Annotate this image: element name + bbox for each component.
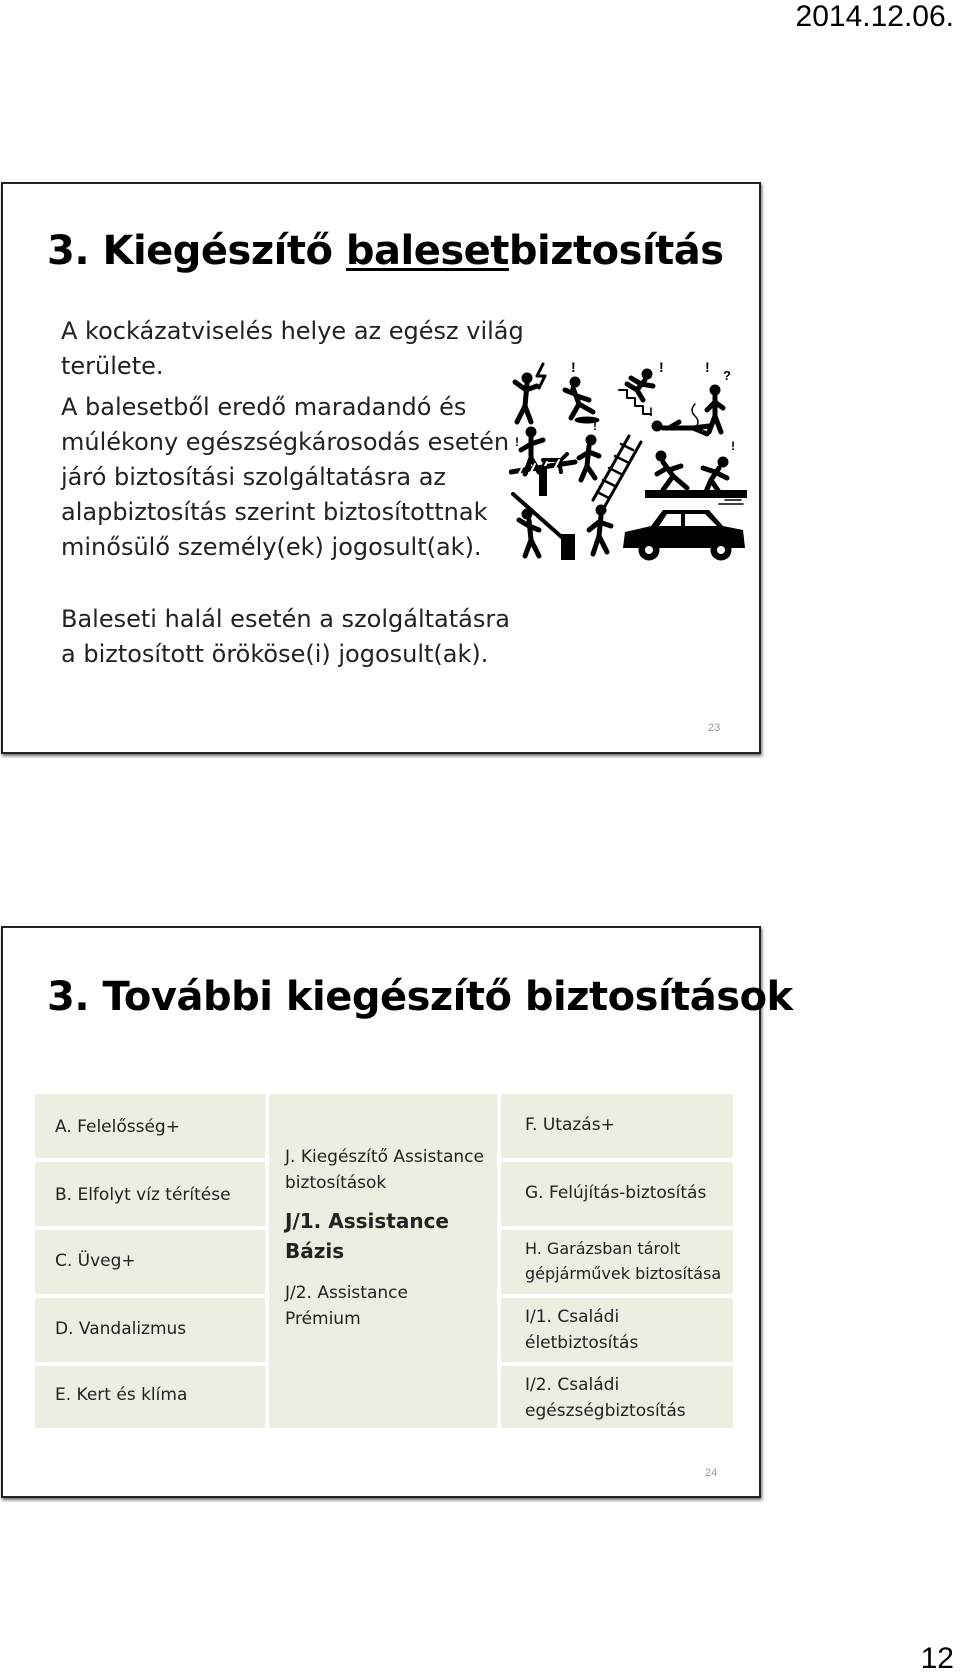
svg-text:!: !	[731, 439, 735, 453]
accident-pictograms	[509, 360, 747, 572]
assistance-column	[269, 1094, 497, 1428]
slide-title	[47, 228, 724, 274]
list-item	[35, 1298, 265, 1362]
list-item	[501, 1230, 733, 1294]
list-item	[501, 1094, 733, 1158]
electric-shock-icon	[515, 364, 545, 422]
list-item	[35, 1230, 265, 1294]
ladder-fall-icon	[579, 419, 641, 506]
scope-text: A kockázatviselés helye az egész világ területe.	[61, 317, 524, 380]
list-item	[35, 1162, 265, 1226]
item-label: F. Utazás+	[525, 1115, 615, 1135]
slide-24	[1, 926, 793, 1498]
page-number: 12	[920, 1642, 954, 1675]
item-label: H. Garázsban tárolt gépjárművek biztosítása	[525, 1239, 722, 1283]
slide-23	[1, 182, 761, 754]
item-label: D. Vandalizmus	[55, 1319, 187, 1339]
item-label: E. Kert és klíma	[55, 1385, 188, 1405]
confused-person-icon	[692, 360, 731, 432]
svg-text:!: !	[571, 360, 576, 375]
title-underlined: baleset	[345, 228, 509, 274]
slide-title: 3. További kiegészítő biztosítások	[47, 974, 793, 1020]
list-item	[501, 1298, 733, 1362]
svg-text:!: !	[515, 435, 519, 449]
slide-number: 24	[705, 1467, 718, 1479]
item-label: I/1. Családi életbiztosítás	[525, 1307, 639, 1353]
death-benefit-text: Baleseti halál esetén a szolgáltatásra a biztosított örököse(i) jogosult(ak).	[61, 605, 510, 668]
list-item	[501, 1162, 733, 1226]
svg-text:?: ?	[723, 368, 731, 383]
item-label: I/2. Családi egészségbiztosítás	[525, 1375, 686, 1421]
svg-text:!: !	[659, 360, 664, 375]
assistance-heading: J. Kiegészítő Assistance biztosítások	[285, 1147, 484, 1193]
item-label: B. Elfolyt víz térítése	[55, 1185, 231, 1205]
svg-text:!: !	[649, 405, 653, 419]
stairs-fall-icon	[619, 360, 664, 414]
slip-fall-icon	[565, 360, 599, 423]
title-part1: 3. Kiegészítő	[47, 228, 346, 274]
trip-fall-icon	[645, 439, 747, 498]
list-item	[35, 1366, 265, 1428]
item-label: G. Felújítás-biztosítás	[525, 1183, 707, 1203]
lying-person-icon	[649, 405, 709, 434]
coverage-text: A balesetből eredő maradandó és múlékony egészségkárosodás esetén járó biztosítási szolgáltatásra az alapbiztosítás szerint biztosítottnak minősülő személy(ek) jogosult(ak).	[61, 393, 510, 561]
assistance-premium: J/2. Assistance Prémium	[285, 1283, 408, 1329]
document-date: 2014.12.06.	[795, 0, 954, 33]
car-accident-icon	[623, 500, 745, 560]
assistance-basis: J/1. Assistance Bázis	[285, 1209, 449, 1263]
list-item	[35, 1094, 265, 1158]
list-item	[501, 1366, 733, 1428]
slide-number: 23	[708, 722, 721, 734]
item-label: A. Felelősség+	[55, 1117, 180, 1137]
item-label: C. Üveg+	[55, 1251, 136, 1271]
svg-text:!: !	[593, 419, 597, 433]
svg-text:!: !	[705, 360, 710, 375]
title-part2: biztosítás	[508, 228, 724, 274]
